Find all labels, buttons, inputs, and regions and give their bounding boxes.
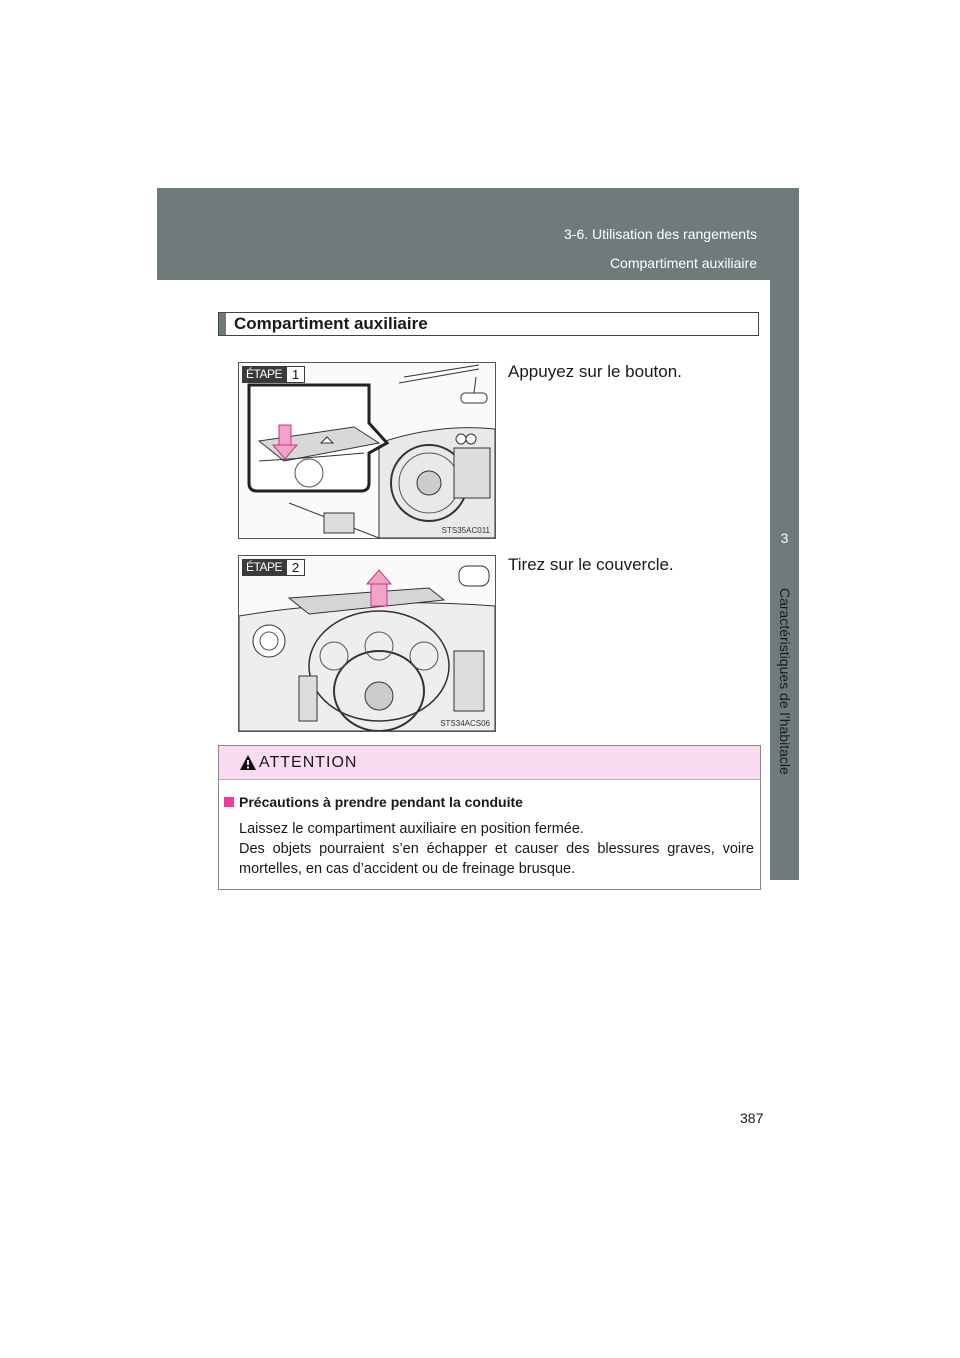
- step2-figure-code: STS34ACS06: [440, 719, 490, 728]
- step1-label: [242, 366, 305, 383]
- step1-figure: [238, 362, 496, 539]
- section-title-box: [218, 312, 759, 336]
- step2-text: Tirez sur le couvercle.: [508, 555, 674, 574]
- side-tab-label: Caractéristiques de l’habitacle: [776, 588, 793, 775]
- dashboard-lid-illustration: [239, 556, 495, 731]
- step1-figure-code: STS35AC011: [441, 526, 490, 535]
- step2-figure: [238, 555, 496, 732]
- side-tab-number: 3: [780, 530, 789, 546]
- square-bullet-icon: [224, 797, 234, 807]
- section-title: Compartiment auxiliaire: [234, 314, 428, 333]
- section-title-bar: [219, 313, 226, 335]
- step1-text: Appuyez sur le bouton.: [508, 362, 682, 381]
- step2-number: 2: [286, 559, 305, 576]
- page-number: 387: [740, 1110, 764, 1126]
- caution-subtitle: Précautions à prendre pendant la conduite: [239, 794, 523, 810]
- step1-word: ÉTAPE: [242, 366, 286, 383]
- chapter-title: 3-6. Utilisation des rangements: [564, 226, 757, 242]
- subsection-title: Compartiment auxiliaire: [609, 255, 757, 271]
- page-header: [157, 188, 799, 280]
- step2-word: ÉTAPE: [242, 559, 286, 576]
- caution-box: [218, 745, 761, 890]
- caution-line-2: Des objets pourraient s’en échapper et causer des blessures graves, voire mortelles, en cas d’accident ou de freinage brusque.: [239, 841, 754, 877]
- caution-subtitle-row: [224, 794, 523, 810]
- caution-line-1: Laissez le compartiment auxiliaire en position fermée.: [239, 821, 584, 837]
- step1-number: 1: [286, 366, 305, 383]
- caution-body: [239, 819, 754, 879]
- caution-header: [219, 746, 760, 780]
- caution-title: ATTENTION: [259, 754, 358, 771]
- warning-icon: [239, 754, 257, 771]
- side-tab-label-wrap: [770, 588, 799, 838]
- dashboard-button-illustration: [239, 363, 495, 538]
- step2-label: [242, 559, 305, 576]
